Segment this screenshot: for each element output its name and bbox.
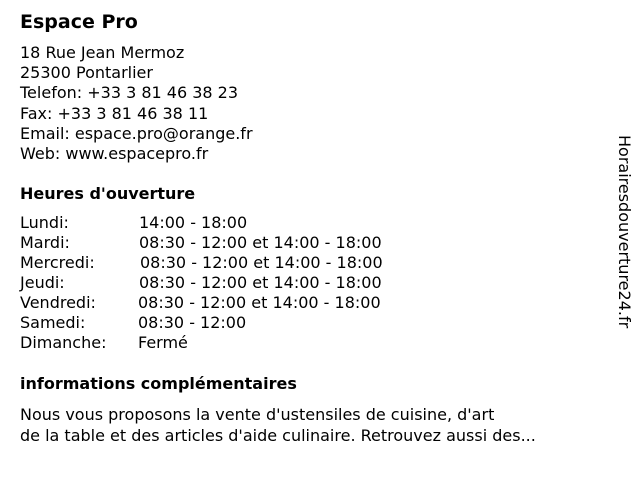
web-line: Web: www.espacepro.fr — [20, 144, 209, 164]
address-street: 18 Rue Jean Mermoz — [20, 43, 185, 62]
hours-day: Mercredi: — [20, 253, 95, 272]
hours-time: 08:30 - 12:00 et 14:00 - 18:00 — [140, 253, 383, 272]
info-heading: informations complémentaires — [20, 374, 297, 393]
hours-day: Lundi: — [20, 213, 69, 232]
hours-time: 08:30 - 12:00 et 14:00 - 18:00 — [138, 293, 381, 312]
email-line: Email: espace.pro@orange.fr — [20, 123, 253, 143]
hours-day: Samedi: — [20, 313, 86, 332]
phone-line: Telefon: +33 3 81 46 38 23 — [20, 83, 239, 103]
hours-day: Mardi: — [20, 233, 70, 252]
site-watermark: Horairesdouverture24.fr — [615, 135, 634, 329]
hours-day: Dimanche: — [20, 333, 107, 352]
fax-line: Fax: +33 3 81 46 38 11 — [20, 103, 209, 123]
description-text — [20, 404, 620, 446]
hours-time: 08:30 - 12:00 — [138, 313, 247, 332]
business-name: Espace Pro — [20, 11, 138, 33]
hours-time: 08:30 - 12:00 et 14:00 - 18:00 — [139, 233, 382, 252]
hours-time: Fermé — [138, 333, 188, 352]
description-line: Nous vous proposons la vente d'ustensiles de cuisine, d'art — [20, 405, 495, 424]
hours-day: Jeudi: — [20, 273, 65, 292]
address-city: 25300 Pontarlier — [20, 63, 153, 83]
description-line: de la table et des articles d'aide culinaire. Retrouvez aussi des... — [20, 426, 536, 445]
contact-block — [20, 43, 253, 164]
hours-time: 08:30 - 12:00 et 14:00 - 18:00 — [139, 273, 382, 292]
hours-day: Vendredi: — [20, 293, 96, 312]
hours-heading: Heures d'ouverture — [20, 184, 196, 203]
hours-time: 14:00 - 18:00 — [139, 213, 248, 232]
